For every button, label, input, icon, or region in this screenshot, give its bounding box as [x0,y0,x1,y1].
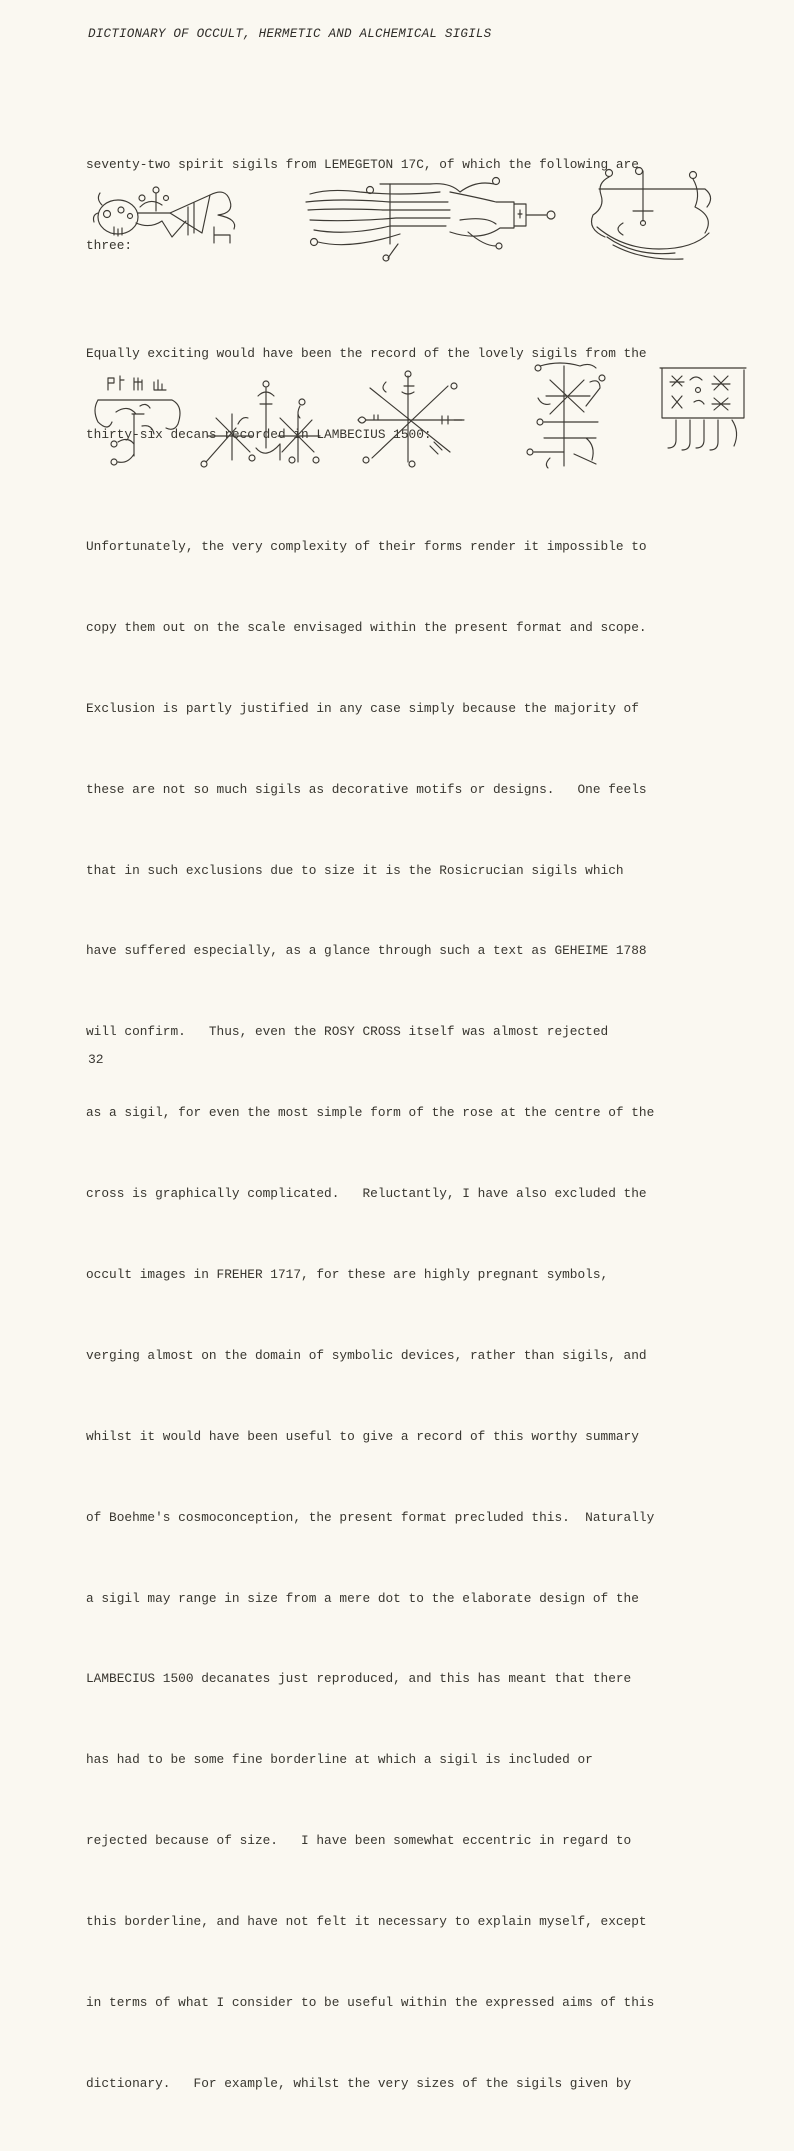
paragraph-body [86,479,776,2151]
text-line: verging almost on the domain of symbolic devices, rather than sigils, and [86,1347,647,1363]
decan-sigil-4 [510,358,616,470]
decan-sigil-3 [350,368,478,470]
text-line: Unfortunately, the very complexity of their forms render it impossible to [86,539,647,554]
page-number: 32 [88,1052,104,1067]
text-line: in terms of what I consider to be useful within the expressed aims of this [86,1995,655,2011]
text-line: seventy-two spirit sigils from LEMEGETON 17C, of which the following are [86,157,639,172]
text-line: Exclusion is partly justified in any case simply because the majority of [86,700,639,716]
text-line: three: [86,238,133,253]
text-line: that in such exclusions due to size it is the Rosicrucian sigils which [86,862,624,878]
text-line: of Boehme's cosmoconception, the present format precluded this. Naturally [86,1509,655,1525]
lemegeton-sigil-2 [300,172,562,262]
text-line: has had to be some fine borderline at which a sigil is included or [86,1752,593,1768]
decan-sigil-1 [88,370,188,470]
lemegeton-sigil-1 [90,183,252,251]
text-line: this borderline, and have not felt it necessary to explain myself, except [86,1914,647,1930]
text-line: whilst it would have been useful to give a record of this worthy summary [86,1428,639,1444]
text-line: will confirm. Thus, even the ROSY CROSS itself was almost rejected [86,1024,609,1040]
text-line: copy them out on the scale envisaged within the present format and scope. [86,619,647,635]
text-line: thirty-six decans recorded in LAMBECIUS 1500: [86,427,432,442]
running-head: DICTIONARY OF OCCULT, HERMETIC AND ALCHEMICAL SIGILS [88,27,492,41]
decan-sigil-2 [196,378,328,470]
text-line: Equally exciting would have been the record of the lovely sigils from the [86,346,647,361]
text-line: rejected because of size. I have been somewhat eccentric in regard to [86,1833,632,1849]
text-line: dictionary. For example, whilst the very sizes of the sigils given by [86,2075,632,2091]
lemegeton-sigil-3 [583,163,720,263]
text-line: have suffered especially, as a glance through such a text as GEHEIME 1788 [86,943,647,959]
text-line: occult images in FREHER 1717, for these are highly pregnant symbols, [86,1267,609,1283]
text-line: LAMBECIUS 1500 decanates just reproduced, and this has meant that there [86,1671,632,1687]
decan-sigil-5 [654,362,752,456]
text-line: these are not so much sigils as decorative motifs or designs. One feels [86,781,647,797]
text-line: as a sigil, for even the most simple form of the rose at the centre of the [86,1105,655,1121]
text-line: cross is graphically complicated. Reluctantly, I have also excluded the [86,1186,647,1202]
text-line: a sigil may range in size from a mere dot to the elaborate design of the [86,1590,639,1606]
